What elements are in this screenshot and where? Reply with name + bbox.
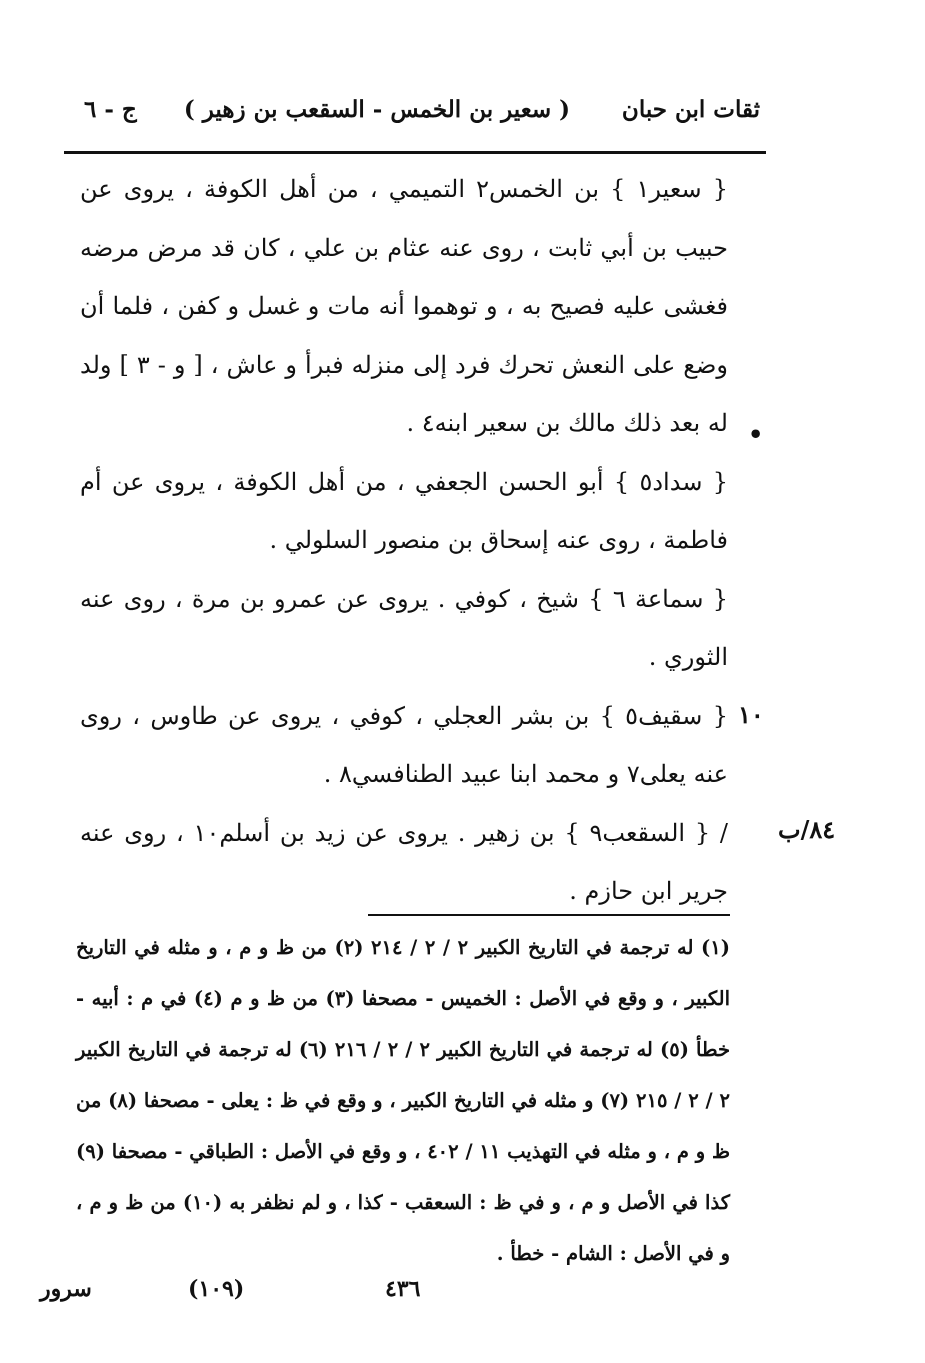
entry-saqab: / { السقعب٩ } بن زهير . يروى عن زيد بن أسلم١٠ ، روى عنه جرير ابن حازم . bbox=[80, 818, 729, 905]
line-number-marker: ١٠ bbox=[738, 700, 764, 729]
header-rule bbox=[64, 151, 766, 154]
entry-sadad: { سداد٥ } أبو الحسن الجعفي ، من أهل الكوفة ، يروى عن أم فاطمة ، روى عنه إسحاق بن منصور السلولي . bbox=[80, 467, 728, 554]
entry-saqif: { سقيف٥ } بن بشر العجلي ، كوفي ، يروى عن طاوس ، روى عنه يعلى٧ و محمد ابنا عبيد الطنافسي٨ . bbox=[80, 701, 728, 788]
bullet-marker: • bbox=[748, 420, 764, 449]
entry-samaa: { سماعة ٦ } شيخ ، كوفي . يروى عن عمرو بن مرة ، روى عنه الثوري . bbox=[80, 584, 729, 671]
footnotes bbox=[76, 922, 730, 1279]
footnote-rule bbox=[368, 914, 730, 916]
running-header bbox=[70, 96, 760, 136]
page-number: ٤٣٦ bbox=[385, 1276, 421, 1302]
main-text bbox=[80, 160, 728, 921]
sheet-number: (١٠٩) bbox=[188, 1276, 245, 1302]
footnote-text: (١) له ترجمة في التاريخ الكبير ٢ / ٢ / ٢١٤ (٢) من ظ و م ، و مثله في التاريخ الكبير ، و وقع في الأصل : الخميس - مصحفا (٣) من ظ و م (٤) في م : أبيه - خطأ (٥) له ترجمة في التاريخ الكبير ٢ / ٢ / ٢١٦ (٦) له ترجمة في التاريخ الكبير ٢ / ٢ / ٢١٥ (٧) و مثله في التاريخ الكبير ، و وقع في ظ : يعلى - مصحفا (٨) من ظ و م ، و مثله في التهذيب ١١ / ٤٠٢ ، و وقع في الأصل : الطباقي - مصحفا (٩) كذا في الأصل و م ، و في ظ : السعقب - كذا ، و لم نظفر به (١٠) من ظ و م ، و في الأصل : الشام - خطأ . bbox=[76, 936, 731, 1265]
entry-sair: { سعير١ } بن الخمس٢ التميمي ، من أهل الكوفة ، يروى عن حبيب بن أبي ثابت ، روى عنه عثام بن علي ، كان قد مرض مرضه فغشى عليه فصيح به ، و توهموا أنه مات و غسل و كفن ، فلما أن وضع على النعش تحرك فرد إلى منزله فبرأ و عاش ، [ و - ٣ ] ولد له بعد ذلك مالك بن سعير ابنه٤ . bbox=[80, 175, 728, 437]
printer-mark: سرور bbox=[40, 1276, 92, 1302]
volume-number: ج - ٦ bbox=[84, 96, 137, 123]
folio-marker: ٨٤/ب bbox=[778, 815, 836, 844]
book-title: ثقات ابن حبان bbox=[621, 96, 760, 123]
section-range: ( سعير بن الخمس - السقعب بن زهير ) bbox=[183, 96, 570, 123]
